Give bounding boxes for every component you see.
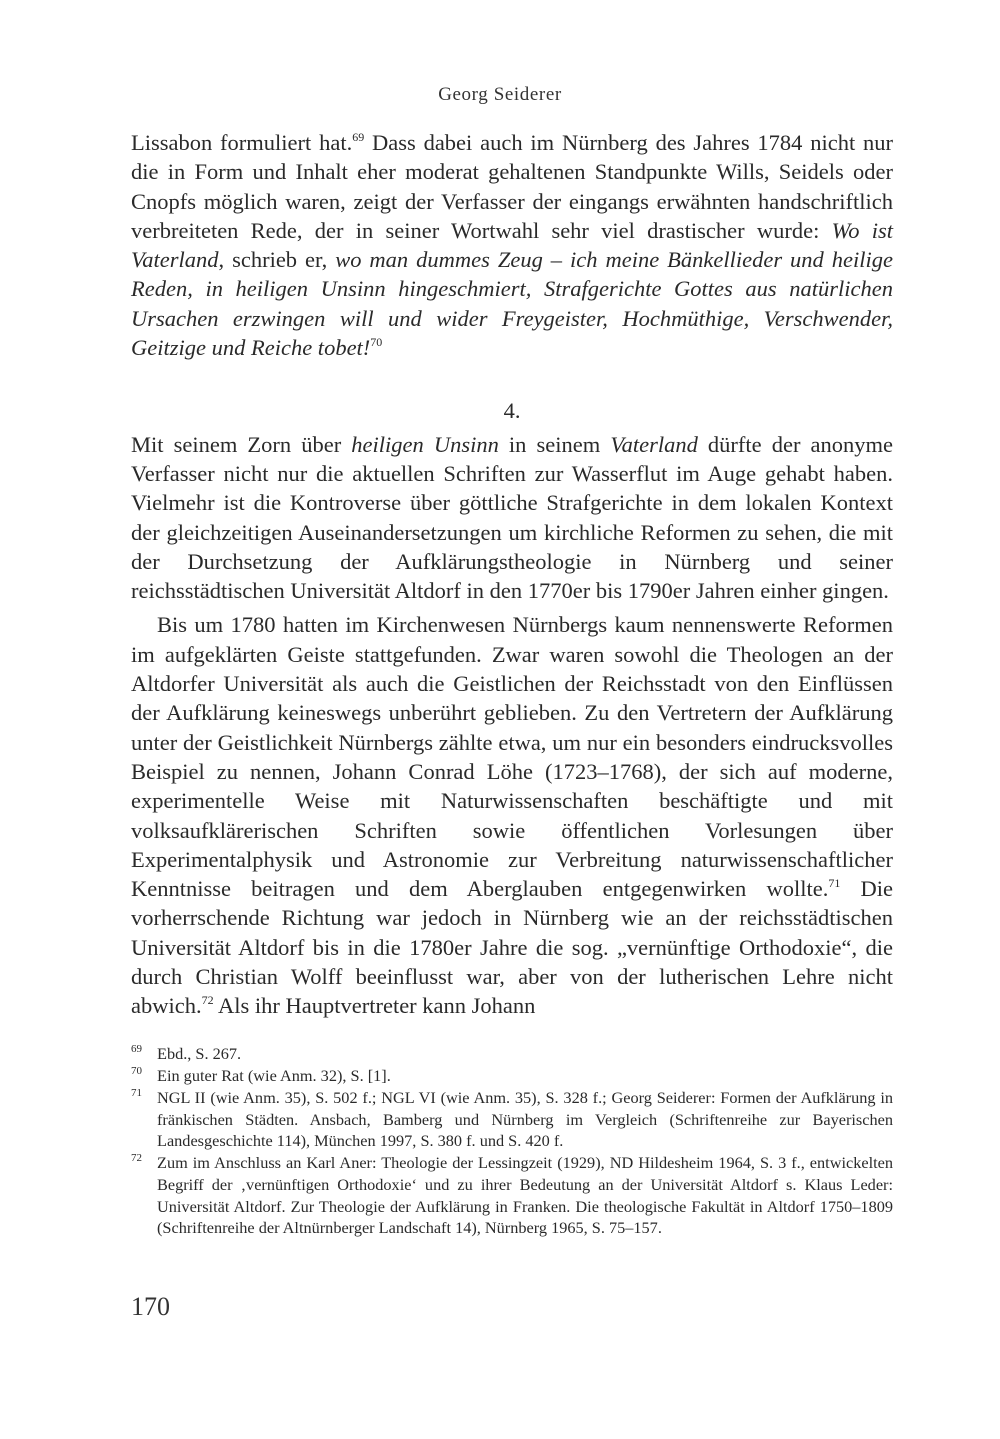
- paragraph-3-text-2: Die vorherrschende Richtung war jedoch in Nürnberg wie an der reichsstädtischen Universität Altdorf bis in die 1780er Jahre die sog. „vernünftige Orthodoxie“, die durch Christian Wolff beeinflusst war, aber von der lutherischen Lehre nicht abwich.: [131, 876, 893, 1019]
- paragraph-1-quote-2: wo man dummes Zeug – ich meine Bänkellieder und heilige Reden, in heiligen Unsinn hingeschmiert, Strafgerichte Gottes aus natürlichen Ursachen erzwingen will und wider Freygeister, Hochmüthige, Verschwender, Geitzige und Reiche tobet!: [131, 247, 893, 361]
- paragraph-2-text-2: in seinem: [498, 431, 611, 457]
- footnote-69: [131, 1043, 893, 1065]
- footnote-number: 69: [131, 1043, 142, 1055]
- footnote-ref-71[interactable]: 71: [828, 876, 841, 891]
- footnote-ref-70[interactable]: 70: [370, 335, 383, 350]
- footnote-text: Ein guter Rat (wie Anm. 32), S. [1].: [157, 1066, 391, 1086]
- footnote-number: 72: [131, 1152, 142, 1165]
- footnote-number: 71: [131, 1087, 142, 1100]
- footnote-72: [131, 1152, 893, 1238]
- paragraph-2: [131, 430, 893, 606]
- paragraph-3: [131, 610, 893, 1020]
- paragraph-2-text-1: Mit seinem Zorn über: [131, 431, 352, 457]
- paragraph-1-quote-1: Wo ist Vaterland: [131, 217, 894, 273]
- footnote-text: Zum im Anschluss an Karl Aner: Theologie der Lessingzeit (1929), ND Hildesheim 1964, S. 3 f., entwickelten Begriff der ‚vernünftigen Orthodoxie‘ und zu ihrer Bedeutung an der Universität Altdorf s. Klaus Leder: Universität Altdorf. Zur Theologie der Aufklärung in Franken. Die theologische Fakultät in Altdorf 1750–1809 (Schriftenreihe der Altnürnberger Landschaft 14), Nürnberg 1965, S. 75–157.: [157, 1153, 893, 1238]
- footnote-text: Ebd., S. 267.: [157, 1044, 242, 1063]
- page-number: 170: [131, 1292, 170, 1321]
- paragraph-1-text-1: Lissabon formuliert hat.: [131, 130, 353, 155]
- footnote-text: NGL II (wie Anm. 35), S. 502 f.; NGL VI (wie Anm. 35), S. 328 f.; Georg Seiderer: Formen der Aufklärung in fränkischen Städten. Ansbach, Bamberg und Nürnberg im Vergleich (Schriftenreihe zur Bayerischen Landesgeschichte 114), München 1997, S. 380 f. und S. 420 f.: [157, 1088, 893, 1151]
- paragraph-2-text-3: dürfte der anonyme Verfasser nicht nur die aktuellen Schriften zur Wasserflut im Auge gehabt haben. Vielmehr ist die Kontroverse über göttliche Strafgerichte in dem lokalen Kontext der gleichzeitigen Auseinandersetzungen um kirchliche Reformen zu sehen, die mit der Durchsetzung der Aufklärungstheologie in Nürnberg und seiner reichsstädtischen Universität Altdorf in den 1770er bis 1790er Jahren einher gingen.: [131, 431, 893, 604]
- footnotes: [131, 1043, 893, 1239]
- main-text: [131, 128, 893, 1021]
- footnote-number: 70: [131, 1065, 142, 1078]
- footnote-71: [131, 1087, 893, 1152]
- footnote-ref-69[interactable]: 69: [352, 130, 365, 144]
- paragraph-1: [131, 128, 893, 362]
- paragraph-3-text-3: Als ihr Hauptvertreter kann Johann: [213, 993, 536, 1019]
- section-number: 4.: [503, 398, 521, 424]
- paragraph-1-text-3: , schrieb er,: [218, 247, 336, 273]
- paragraph-3-text-1: Bis um 1780 hatten im Kirchenwesen Nürnbergs kaum nennenswerte Reformen im aufgeklärten Geiste stattgefunden. Zwar waren sowohl die Theologen an der Altdorfer Universität als auch die Geistlichen der Reichsstadt von den Einflüssen der Aufklärung keineswegs unberührt geblieben. Zu den Vertretern der Aufklärung unter der Geistlichkeit Nürnbergs zählte etwa, um nur ein besonders eindrucksvolles Beispiel zu nennen, Johann Conrad Löhe (1723–1768), der sich auf moderne, experimentelle Weise mit Naturwissenschaften beschäftigte und mit volksaufklärerischen Schriften sowie öffentlichen Vorlesungen über Experimentalphysik und Astronomie zur Verbreitung naturwissenschaftlicher Kenntnisse beitragen und dem Aberglauben entgegenwirken wollte.: [131, 612, 893, 902]
- paragraph-2-italic-1: heiligen Unsinn: [351, 431, 499, 457]
- footnote-ref-72[interactable]: 72: [201, 993, 214, 1008]
- running-head: Georg Seiderer: [438, 84, 562, 105]
- paragraph-2-italic-2: Vaterland: [610, 431, 698, 457]
- footnote-70: [131, 1065, 893, 1087]
- paragraph-1-text-2: Dass dabei auch im Nürnberg des Jahres 1784 nicht nur die in Form und Inhalt eher moderat gehaltenen Standpunkte Wills, Seidels oder Cnopfs möglich waren, zeigt der Verfasser der eingangs erwähnten handschriftlich verbreiteten Rede, der in seiner Wortwahl sehr viel drastischer wurde:: [131, 130, 894, 243]
